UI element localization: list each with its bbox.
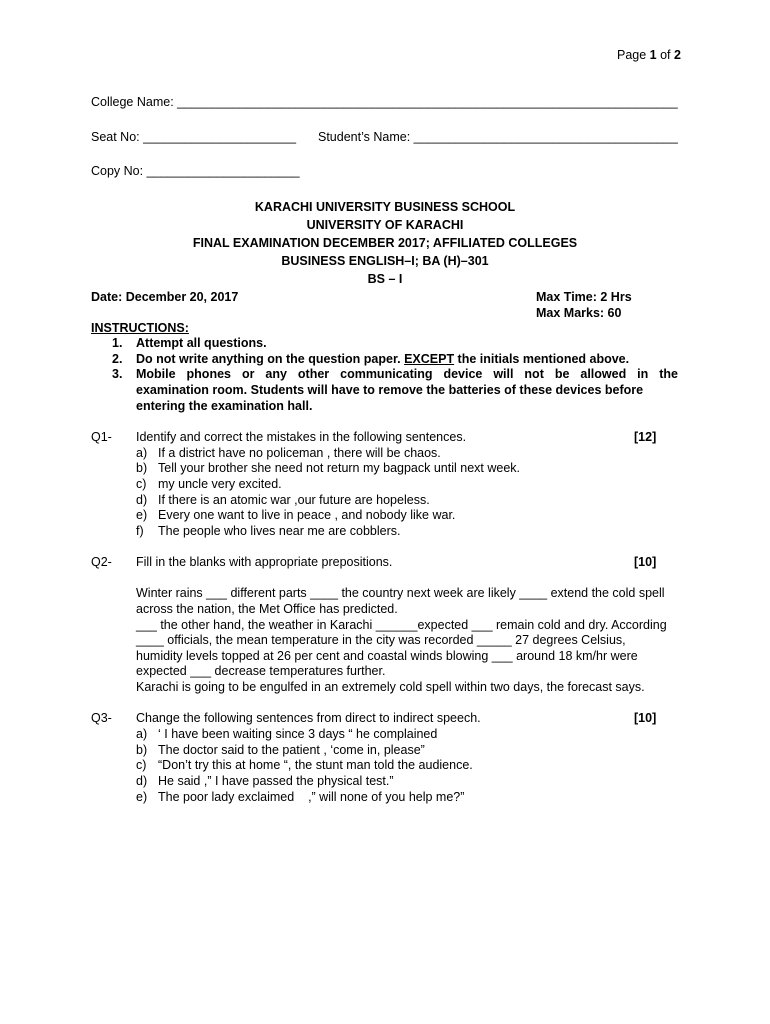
header-exam: FINAL EXAMINATION DECEMBER 2017; AFFILIATED COLLEGES (192, 236, 578, 250)
header-university: UNIVERSITY OF KARACHI (306, 218, 464, 232)
question-number: Q3- (91, 711, 112, 725)
item-label: d) (136, 774, 148, 788)
list-item (136, 477, 282, 491)
header-school: KARACHI UNIVERSITY BUSINESS SCHOOL (254, 200, 516, 214)
item-text: If there is an atomic war ,our future are hopeless. (158, 493, 430, 507)
item-label: c) (136, 477, 147, 491)
passage-line: Karachi is going to be engulfed in an extremely cold spell within two days, the forecast says. (136, 680, 645, 694)
passage-line: across the nation, the Met Office has predicted. (136, 602, 398, 616)
instruction-number: 3. (112, 367, 123, 381)
page-counter-prefix: Page (617, 48, 650, 62)
item-text: my uncle very excited. (158, 477, 282, 491)
page-counter-of: of (656, 48, 674, 62)
question-number: Q2- (91, 555, 112, 569)
passage-line: humidity levels topped at 26 per cent and coastal winds blowing ___ around 18 km/hr were (136, 649, 638, 663)
instruction-text: Attempt all questions. (136, 336, 267, 350)
instruction-item (112, 352, 629, 366)
passage-line: ___ the other hand, the weather in Karachi ______expected ___ remain cold and dry. According (136, 618, 667, 632)
item-label: e) (136, 790, 148, 804)
instruction-number: 1. (112, 336, 123, 350)
list-item (136, 743, 425, 757)
instruction-continuation: examination room. Students will have to remove the batteries of these devices before (136, 383, 644, 397)
header-program: BS – I (367, 272, 403, 286)
item-text: Every one want to live in peace , and nobody like war. (158, 508, 456, 522)
item-label: c) (136, 758, 147, 772)
passage-line: ____ officials, the mean temperature in the city was recorded _____ 27 degrees Celsius, (136, 633, 626, 647)
item-text: The people who lives near me are cobblers. (158, 524, 401, 538)
question-text: Fill in the blanks with appropriate prepositions. (136, 555, 393, 569)
list-item (136, 461, 520, 475)
item-label: b) (136, 461, 148, 475)
item-label: f) (136, 524, 144, 538)
instruction-item (112, 336, 267, 350)
question-marks: [10] (634, 711, 657, 725)
instruction-item (112, 367, 678, 381)
question-text: Identify and correct the mistakes in the following sentences. (136, 430, 467, 444)
header-course: BUSINESS ENGLISH–I; BA (H)–301 (281, 254, 489, 268)
item-text: ‘ I have been waiting since 3 days “ he complained (158, 727, 438, 741)
instruction-text: Do not write anything on the question paper. (136, 352, 405, 366)
question-number: Q1- (91, 430, 112, 444)
item-text: He said ,” I have passed the physical test.” (158, 774, 394, 788)
list-item (136, 508, 455, 522)
item-text: The doctor said to the patient , ‘come in, please” (158, 743, 425, 757)
page-current: 1 (649, 48, 657, 62)
instruction-text: Mobile phones or any other communicating device will not be allowed in the (136, 367, 678, 381)
passage-line: Winter rains ___ different parts ____ the country next week are likely ____ extend the cold spell (136, 586, 665, 600)
passage-line: expected ___ decrease temperatures further. (136, 664, 386, 678)
college-name-field[interactable]: College Name: ________________________________________________________________________ (91, 95, 678, 109)
instruction-text-end: the initials mentioned above. (454, 352, 630, 366)
max-marks: Max Marks: 60 (536, 306, 622, 320)
list-item (136, 727, 437, 741)
item-text: “Don’t try this at home “, the stunt man told the audience. (158, 758, 473, 772)
instruction-continuation: entering the examination hall. (136, 399, 313, 413)
item-label: b) (136, 743, 148, 757)
instruction-number: 2. (112, 352, 123, 366)
student-name-field[interactable]: Student’s Name: ______________________________________ (318, 130, 678, 144)
list-item (136, 774, 394, 788)
list-item (136, 446, 441, 460)
page-total: 2 (674, 48, 681, 62)
item-label: d) (136, 493, 148, 507)
item-text: Tell your brother she need not return my bagpack until next week. (158, 461, 521, 475)
question-marks: [10] (634, 555, 657, 569)
item-text: The poor lady exclaimed ,” will none of you help me?” (158, 790, 465, 804)
copy-no-field[interactable]: Copy No: ______________________ (91, 164, 300, 178)
item-text: If a district have no policeman , there will be chaos. (158, 446, 441, 460)
list-item (136, 493, 430, 507)
instructions-title: INSTRUCTIONS: (91, 321, 189, 335)
list-item (136, 790, 464, 804)
instruction-emphasis: EXCEPT (404, 352, 455, 366)
item-label: e) (136, 508, 148, 522)
question-marks: [12] (634, 430, 657, 444)
exam-date: Date: December 20, 2017 (91, 290, 239, 304)
seat-no-field[interactable]: Seat No: ______________________ (91, 130, 297, 144)
page-counter (617, 48, 681, 62)
question-text: Change the following sentences from direct to indirect speech. (136, 711, 481, 725)
list-item (136, 758, 473, 772)
item-label: a) (136, 446, 148, 460)
item-label: a) (136, 727, 148, 741)
max-time: Max Time: 2 Hrs (536, 290, 632, 304)
list-item (136, 524, 401, 538)
